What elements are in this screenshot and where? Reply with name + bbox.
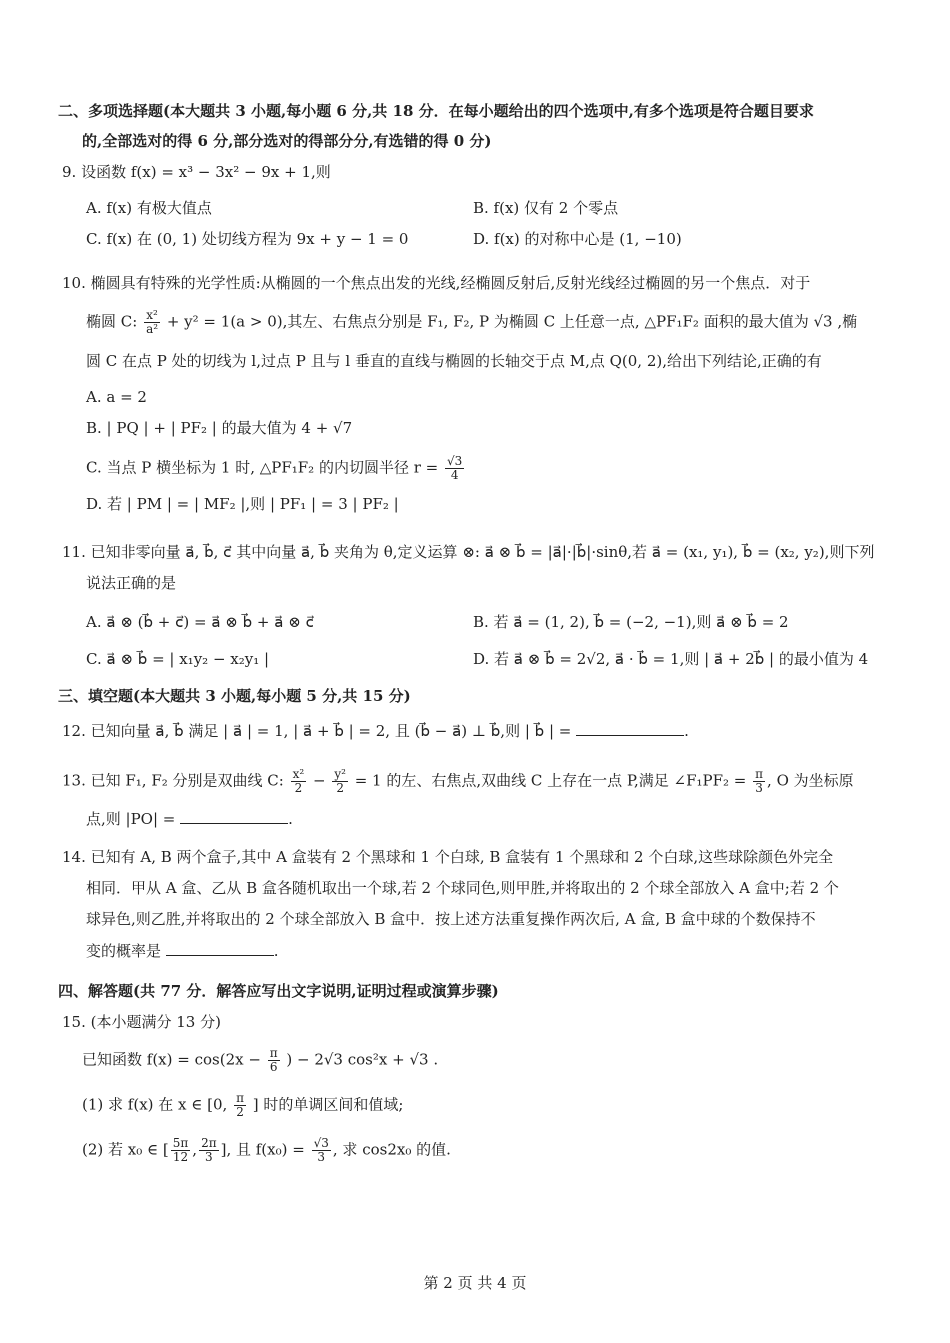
q15-fn-post: ) − 2√3 cos²x + √3 . (286, 1050, 439, 1069)
q15-p2-mid: ], 且 f(x₀) = (220, 1140, 305, 1159)
q10-frac-den: a² (146, 322, 159, 336)
q15-p2-frac3 (312, 1137, 331, 1164)
q10-c-den: 4 (450, 468, 459, 482)
section3-header: 三、填空题(本大题共 3 小题,每小题 5 分,共 15 分) (58, 687, 411, 705)
q10-option-a: A. a = 2 (86, 388, 147, 406)
q14-line4 (86, 940, 279, 962)
q11-option-a: A. a⃗ ⊗ (b⃗ + c⃗) = a⃗ ⊗ b⃗ + a⃗ ⊗ c⃗ (86, 613, 314, 631)
q13-end: . (288, 810, 293, 828)
q13-pre: 13. 已知 F₁, F₂ 分别是双曲线 C: (62, 771, 284, 790)
q14-end: . (273, 942, 279, 960)
q12-end: . (684, 722, 689, 740)
q13-frac-x (291, 768, 307, 795)
q10-line1: 10. 椭圆具有特殊的光学性质:从椭圆的一个焦点出发的光线,经椭圆反射后,反射光线经过椭圆的另一个焦点．对于 (62, 274, 811, 292)
q13-post: , O 为坐标原 (767, 771, 854, 790)
q15-p2-d1: 12 (172, 1150, 189, 1164)
q15-fn-den: 6 (269, 1060, 278, 1074)
q9-option-b: B. f(x) 仅有 2 个零点 (473, 199, 619, 217)
q10-frac-num: x² (144, 309, 160, 323)
q15-p2-frac1 (171, 1137, 191, 1164)
q13-frac-y (332, 768, 348, 795)
q12-text: 12. 已知向量 a⃗, b⃗ 满足 | a⃗ | = 1, | a⃗ + b⃗ | = 2, 且 (b⃗ − a⃗) ⊥ b⃗,则 | b⃗ | = (62, 722, 572, 740)
q13-f3-den: 3 (755, 781, 763, 795)
q10-fraction (144, 309, 160, 336)
q15-p2-pre: (2) 若 x₀ ∈ [ (82, 1140, 169, 1159)
q14-answer-blank[interactable] (166, 941, 274, 956)
q13-frac-pi (753, 768, 765, 795)
q10-option-b: B. | PQ | + | PF₂ | 的最大值为 4 + √7 (86, 419, 353, 437)
q12 (62, 720, 689, 742)
q15-title: 15. (本小题满分 13 分) (62, 1013, 221, 1031)
page-footer: 第 2 页 共 4 页 (423, 1274, 527, 1292)
section4-header: 四、解答题(共 77 分．解答应写出文字说明,证明过程或演算步骤) (58, 982, 499, 1000)
q13-f3-num: π (755, 767, 764, 781)
q13-l2-text: 点,则 |PO| = (86, 810, 176, 828)
q11-option-c: C. a⃗ ⊗ b⃗ = | x₁y₂ − x₂y₁ | (86, 650, 270, 668)
section2-header-line1: 二、多项选择题(本大题共 3 小题,每小题 6 分,共 18 分．在每小题给出的四个选项中,有多个选项是符合题目要求 (58, 102, 814, 120)
q15-p1-frac (234, 1092, 246, 1119)
q13-f1-num: x² (292, 767, 305, 781)
q13-minus: − (312, 771, 326, 790)
q11-option-d: D. 若 a⃗ ⊗ b⃗ = 2√2, a⃗ · b⃗ = 1,则 | a⃗ + 2b⃗ | 的最小值为 4 (473, 650, 869, 668)
q15-p2-n3: √3 (313, 1136, 329, 1150)
q13-line1 (62, 768, 854, 795)
q15-p2-comma: , (192, 1140, 198, 1159)
q14-l4-text: 变的概率是 (86, 942, 162, 960)
q11-line1: 11. 已知非零向量 a⃗, b⃗, c⃗ 其中向量 a⃗, b⃗ 夹角为 θ,定义运算 ⊗: a⃗ ⊗ b⃗ = |a⃗|·|b⃗|·sinθ,若 a⃗ = (x₁, y₁), b⃗ = (x₂, y₂),则下列 (62, 543, 875, 561)
q10-option-c-text: C. 当点 P 横坐标为 1 时, △PF₁F₂ 的内切圆半径 r = (86, 458, 439, 477)
q14-line1: 14. 已知有 A, B 两个盒子,其中 A 盒装有 2 个黑球和 1 个白球, B 盒装有 1 个黑球和 2 个白球,这些球除颜色外完全 (62, 848, 834, 866)
q15-p1-den: 2 (236, 1105, 244, 1119)
section2-header-line2: 的,全部选对的得 6 分,部分选对的得部分分,有选错的得 0 分) (82, 132, 492, 150)
q15-p2-n2: 2π (201, 1136, 217, 1150)
q10-option-c (86, 455, 466, 482)
q9-option-c: C. f(x) 在 (0, 1) 处切线方程为 9x + y − 1 = 0 (86, 230, 409, 248)
q10-option-d: D. 若 | PM | = | MF₂ |,则 | PF₁ | = 3 | PF₂ | (86, 495, 399, 513)
q15-p1-pre: (1) 求 f(x) 在 x ∈ [0, (82, 1095, 228, 1114)
q10-line2-post: + y² = 1(a > 0),其左、右焦点分别是 F₁, F₂, P 为椭圆 C 上任意一点, △PF₁F₂ 面积的最大值为 √3 ,椭 (166, 312, 858, 331)
q10-option-c-fraction (445, 455, 464, 482)
q15-fn-pre: 已知函数 f(x) = cos(2x − (82, 1050, 261, 1069)
q13-line2 (86, 808, 293, 830)
q15-p2-post: , 求 cos2x₀ 的值. (332, 1140, 451, 1159)
q14-line2: 相同．甲从 A 盒、乙从 B 盒各随机取出一个球,若 2 个球同色,则甲胜,并将取出的 2 个球全部放入 A 盒中;若 2 个 (86, 879, 839, 897)
q15-part2 (82, 1137, 451, 1164)
q15-fn-num: π (269, 1046, 278, 1060)
q13-answer-blank[interactable] (180, 809, 288, 824)
q15-p1-num: π (236, 1091, 244, 1105)
q13-f1-den: 2 (294, 781, 303, 795)
q15-fn-frac (268, 1047, 280, 1074)
q15-p2-n1: 5π (172, 1136, 189, 1150)
q15-p1-post: ] 时的单调区间和值域; (252, 1095, 404, 1114)
q11-option-b: B. 若 a⃗ = (1, 2), b⃗ = (−2, −1),则 a⃗ ⊗ b⃗ = 2 (473, 613, 789, 631)
q15-function (82, 1047, 438, 1074)
q9-option-d: D. f(x) 的对称中心是 (1, −10) (473, 230, 682, 248)
q15-p2-d3: 3 (317, 1150, 326, 1164)
q10-line2-pre: 椭圆 C: (86, 312, 138, 331)
q9-stem: 9. 设函数 f(x) = x³ − 3x² − 9x + 1,则 (62, 163, 331, 181)
q13-f2-den: 2 (336, 781, 344, 795)
q10-line3: 圆 C 在点 P 处的切线为 l,过点 P 且与 l 垂直的直线与椭圆的长轴交于点 M,点 Q(0, 2),给出下列结论,正确的有 (86, 352, 822, 370)
q15-p2-d2: 3 (205, 1150, 213, 1164)
q9-option-a: A. f(x) 有极大值点 (86, 199, 212, 217)
q15-part1 (82, 1092, 403, 1119)
q13-mid: = 1 的左、右焦点,双曲线 C 上存在一点 P,满足 ∠F₁PF₂ = (354, 771, 747, 790)
q11-line2: 说法正确的是 (86, 574, 177, 592)
q10-line2 (86, 309, 857, 336)
q15-p2-frac2 (199, 1137, 219, 1164)
q10-c-num: √3 (447, 454, 463, 468)
q12-answer-blank[interactable] (576, 721, 684, 736)
q14-line3: 球异色,则乙胜,并将取出的 2 个球全部放入 B 盒中．按上述方法重复操作两次后, A 盒, B 盒中球的个数保持不 (86, 910, 816, 928)
q13-f2-num: y² (334, 767, 346, 781)
